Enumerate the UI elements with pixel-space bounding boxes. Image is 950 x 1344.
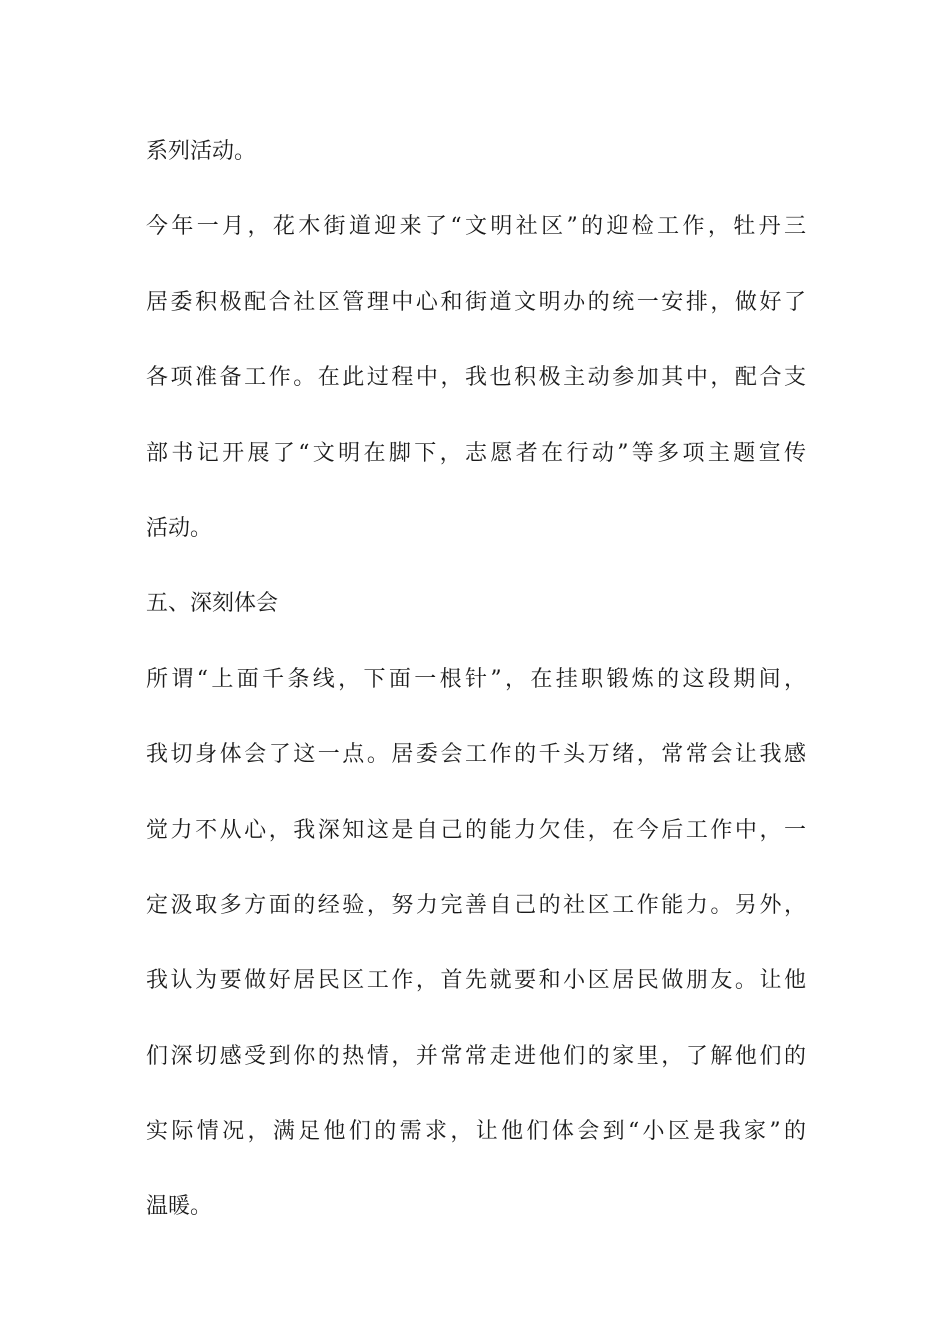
text-line: 系列活动。 bbox=[146, 139, 257, 164]
text-line: 所谓“上面千条线，下面一根针”，在挂职锻炼的这段期间， bbox=[146, 666, 806, 692]
text-line: 我切身体会了这一点。居委会工作的千头万绪，常常会让我感 bbox=[146, 742, 806, 768]
text-line: 活动。 bbox=[146, 515, 213, 541]
text-line: 们深切感受到你的热情，并常常走进他们的家里，了解他们的 bbox=[146, 1043, 806, 1069]
text-line: 部书记开展了“文明在脚下，志愿者在行动”等多项主题宣传 bbox=[146, 440, 806, 466]
text-line: 温暖。 bbox=[146, 1194, 213, 1220]
text-line: 实际情况，满足他们的需求，让他们体会到“小区是我家”的 bbox=[146, 1119, 806, 1145]
text-line: 今年一月，花木街道迎来了“文明社区”的迎检工作，牡丹三 bbox=[146, 214, 806, 240]
text-line: 觉力不从心，我深知这是自己的能力欠佳，在今后工作中，一 bbox=[146, 817, 806, 843]
text-line: 各项准备工作。在此过程中，我也积极主动参加其中，配合支 bbox=[146, 365, 806, 391]
section-heading: 五、深刻体会 bbox=[146, 591, 279, 617]
body-text bbox=[146, 127, 806, 1258]
text-line: 我认为要做好居民区工作，首先就要和小区居民做朋友。让他 bbox=[146, 968, 806, 994]
text-line: 定汲取多方面的经验，努力完善自己的社区工作能力。另外， bbox=[146, 892, 806, 918]
text-line: 居委积极配合社区管理中心和街道文明办的统一安排，做好了 bbox=[146, 289, 806, 315]
